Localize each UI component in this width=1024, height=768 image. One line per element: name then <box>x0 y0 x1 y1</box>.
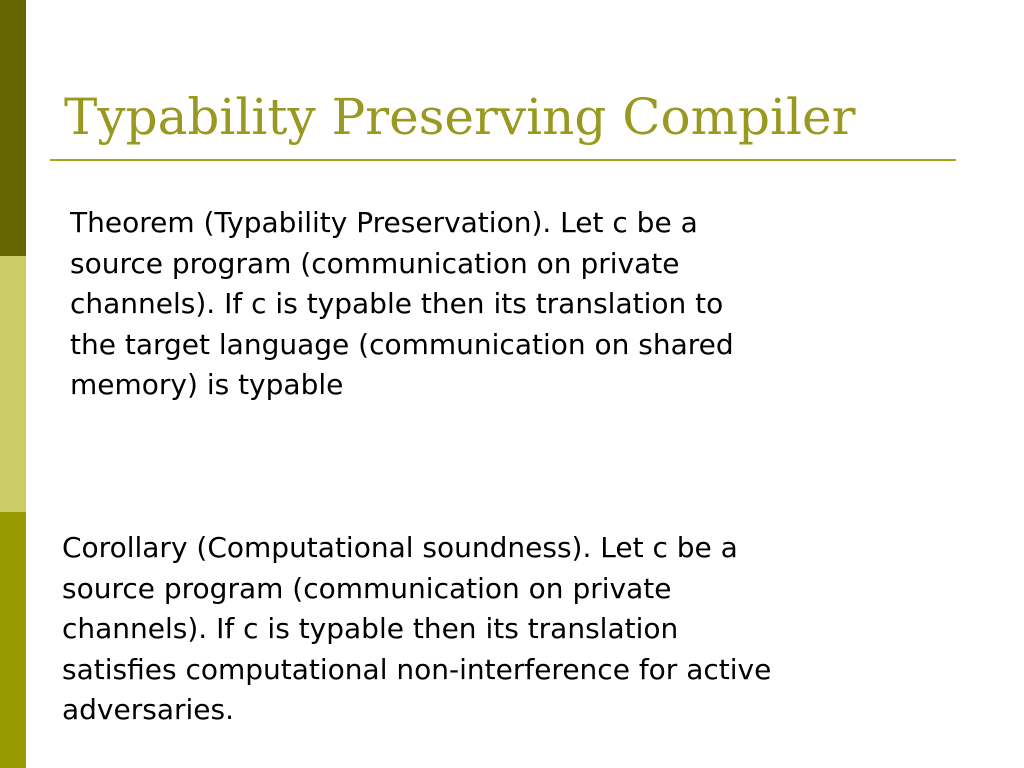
slide-title: Typability Preserving Compiler <box>64 88 856 146</box>
sidebar-band-dark <box>0 0 26 256</box>
sidebar-band-light <box>0 256 26 512</box>
theorem-text: Theorem (Typability Preservation). Let c be a source program (communication on private channels). If c is typable then its translation to the target language (communication on shared memory) is typable <box>70 206 734 402</box>
title-underline <box>50 159 956 161</box>
sidebar-band-medium <box>0 512 26 768</box>
corollary-text: Corollary (Computational soundness). Let c be a source program (communication on private channels). If c is typable then its translation satisfies computational non-interference for active adversaries. <box>62 531 772 727</box>
sidebar-accent <box>0 0 26 768</box>
